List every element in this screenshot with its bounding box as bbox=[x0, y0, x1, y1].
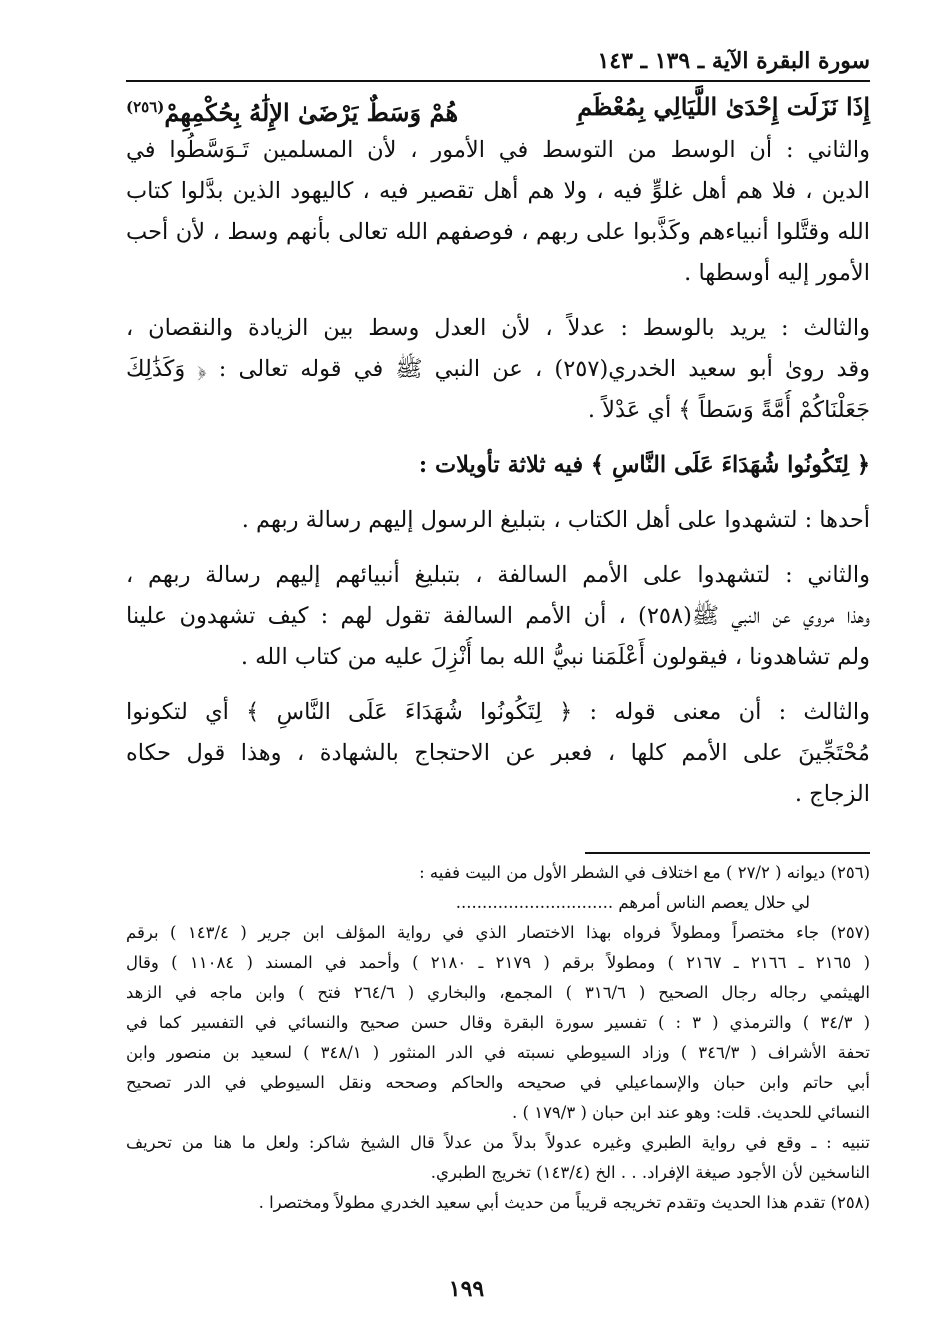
footnote-line: (٢٥٧) جاء مختصراً ومطولاً فرواه بهذا الاختصار الذي في رواية المؤلف ابن جرير ( ١٤٣/٤ ) برقم bbox=[126, 923, 870, 942]
text-line: الدين ، فلا هم أهل غلوٍّ فيه ، ولا هم أهل تقصير فيه ، كاليهود الذين بدَّلوا كتاب bbox=[126, 178, 870, 204]
poem-hemistich-right: إِذَا نَزَلَت إِحْدَىٰ اللَّيَالِي بِمُعْظَمِ bbox=[577, 92, 870, 121]
poem-verse bbox=[126, 84, 870, 130]
text-line: أحدها : لتشهدوا على أهل الكتاب ، بتبليغ الرسول إليهم رسالة ربهم . bbox=[241, 507, 870, 533]
footnote-line: الهيثمي رجاله رجال الصحيح ( ٣١٦/٦ ) المجمع، والبخاري ( ٢٦٤/٦ فتح ) وابن ماجه في الزهد bbox=[126, 983, 870, 1002]
text-line: وهذا مروي عن النبي ﷺ(٢٥٨) ، أن الأمم السالفة تقول لهم : كيف تشهدون علينا bbox=[126, 603, 870, 629]
text-line: الأمور إليه أوسطها . bbox=[684, 260, 870, 286]
text-line: والثالث : يريد بالوسط : عدلاً ، لأن العدل وسط بين الزيادة والنقصان ، bbox=[126, 315, 870, 341]
footnote-line: الناسخين لأن الأجود صيغة الإفراد. . . الخ (١٤٣/٤) تخريج الطبري. bbox=[430, 1163, 870, 1182]
text-line: والثالث : أن معنى قوله : ﴿ لِتَكُونُوا شُهَدَاءَ عَلَى النَّاسِ ﴾ أي لتكونوا bbox=[126, 699, 870, 725]
footnote-ref: (٢٥٦) bbox=[126, 98, 165, 116]
footnote-divider bbox=[585, 852, 870, 854]
verse-heading: ﴿ لِتَكُونُوا شُهَدَاءَ عَلَى النَّاسِ ﴾ فيه ثلاثة تأويلات : bbox=[418, 452, 870, 478]
text-line: مُحْتَجِّينَ على الأمم كلها ، فعبر عن الاحتجاج بالشهادة ، وهذا قول حكاه bbox=[126, 740, 870, 766]
footnote-line: (٢٥٨) تقدم هذا الحديث وتقدم تخريجه قريباً من حديث أبي سعيد الخدري مطولاً ومختصرا . bbox=[258, 1193, 870, 1212]
poem-text: هُمْ وَسَطٌ يَرْضَىٰ الإِلَٰهُ بِحُكْمِهِمْ bbox=[164, 98, 459, 127]
text-line: ولم تشاهدونا ، فيقولون أَعْلَمَنا نبيُّ الله بما أُنْزِلَ عليه من كتاب الله . bbox=[240, 644, 870, 670]
text-line: والثاني : لتشهدوا على الأمم السالفة ، بتبليغ أنبيائهم إليهم رسالة ربهم ، bbox=[126, 562, 870, 588]
text-line: جَعَلْنَاكُمْ أُمَّةً وَسَطاً ﴾ أي عَدْلاً . bbox=[587, 397, 870, 423]
main-text bbox=[126, 84, 870, 815]
page-number: ١٩٩ bbox=[448, 1276, 485, 1302]
text-line: الله وقتَّلوا أنبياءهم وكَذَّبوا على ربهم ، فوصفهم الله تعالى بأنهم وسط ، لأن أحب bbox=[126, 219, 870, 245]
text-line: الزجاج . bbox=[794, 781, 870, 807]
footnote-line: النسائي للحديث. قلت: وهو عند ابن حبان ( ١٧٩/٣ ) . bbox=[512, 1103, 870, 1122]
footnote-line: ( ٢١٦٥ ـ ٢١٦٦ ـ ٢١٦٧ ) ومطولاً برقم ( ٢١٧٩ ـ ٢١٨٠ ) وأحمد في المسند ( ١١٠٨٤ ) وقال bbox=[126, 953, 870, 972]
footnote-verse-line: لي حلال يعصم الناس أمرهم .............................. bbox=[455, 893, 810, 912]
running-header bbox=[126, 44, 870, 82]
text-line: وقد روىٰ أبو سعيد الخدري(٢٥٧) ، عن النبي ﷺ في قوله تعالى : ﴿ وَكَذَٰلِكَ bbox=[126, 356, 870, 382]
surah-verse-title: سورة البقرة الآية ـ ١٣٩ ـ ١٤٣ bbox=[597, 48, 870, 74]
footnote-line: (٢٥٦) ديوانه ( ٢٧/٢ ) مع اختلاف في الشطر الأول من البيت ففيه : bbox=[419, 863, 870, 882]
footnote-line: ( ٣٤/٣ ) والترمذي ( ٣ : ) تفسير سورة البقرة وقال حسن صحيح والنسائي في التفسير كما في bbox=[126, 1013, 870, 1032]
text-line: والثاني : أن الوسط من التوسط في الأمور ، لأن المسلمين تَـوَسَّطُوا في bbox=[126, 137, 870, 163]
poem-hemistich-left bbox=[126, 84, 458, 130]
footnotes bbox=[126, 858, 870, 1218]
footnote-line: تنبيه : ـ وقع في رواية الطبري وغيره عدولاً بدلاً من عدلاً قال الشيخ شاكر: ولعل ما هنا من تحريف bbox=[126, 1133, 870, 1152]
footnote-line: تحفة الأشراف ( ٣٤٦/٣ ) وزاد السيوطي نسبته في الدر المنثور ( ٣٤٨/١ ) لسعيد بن منصور وابن bbox=[126, 1043, 870, 1062]
footnote-line: أبي حاتم وابن حبان والإسماعيلي في صحيحه والحاكم وصححه ونقل السيوطي في الدر تصحيح bbox=[126, 1073, 870, 1092]
